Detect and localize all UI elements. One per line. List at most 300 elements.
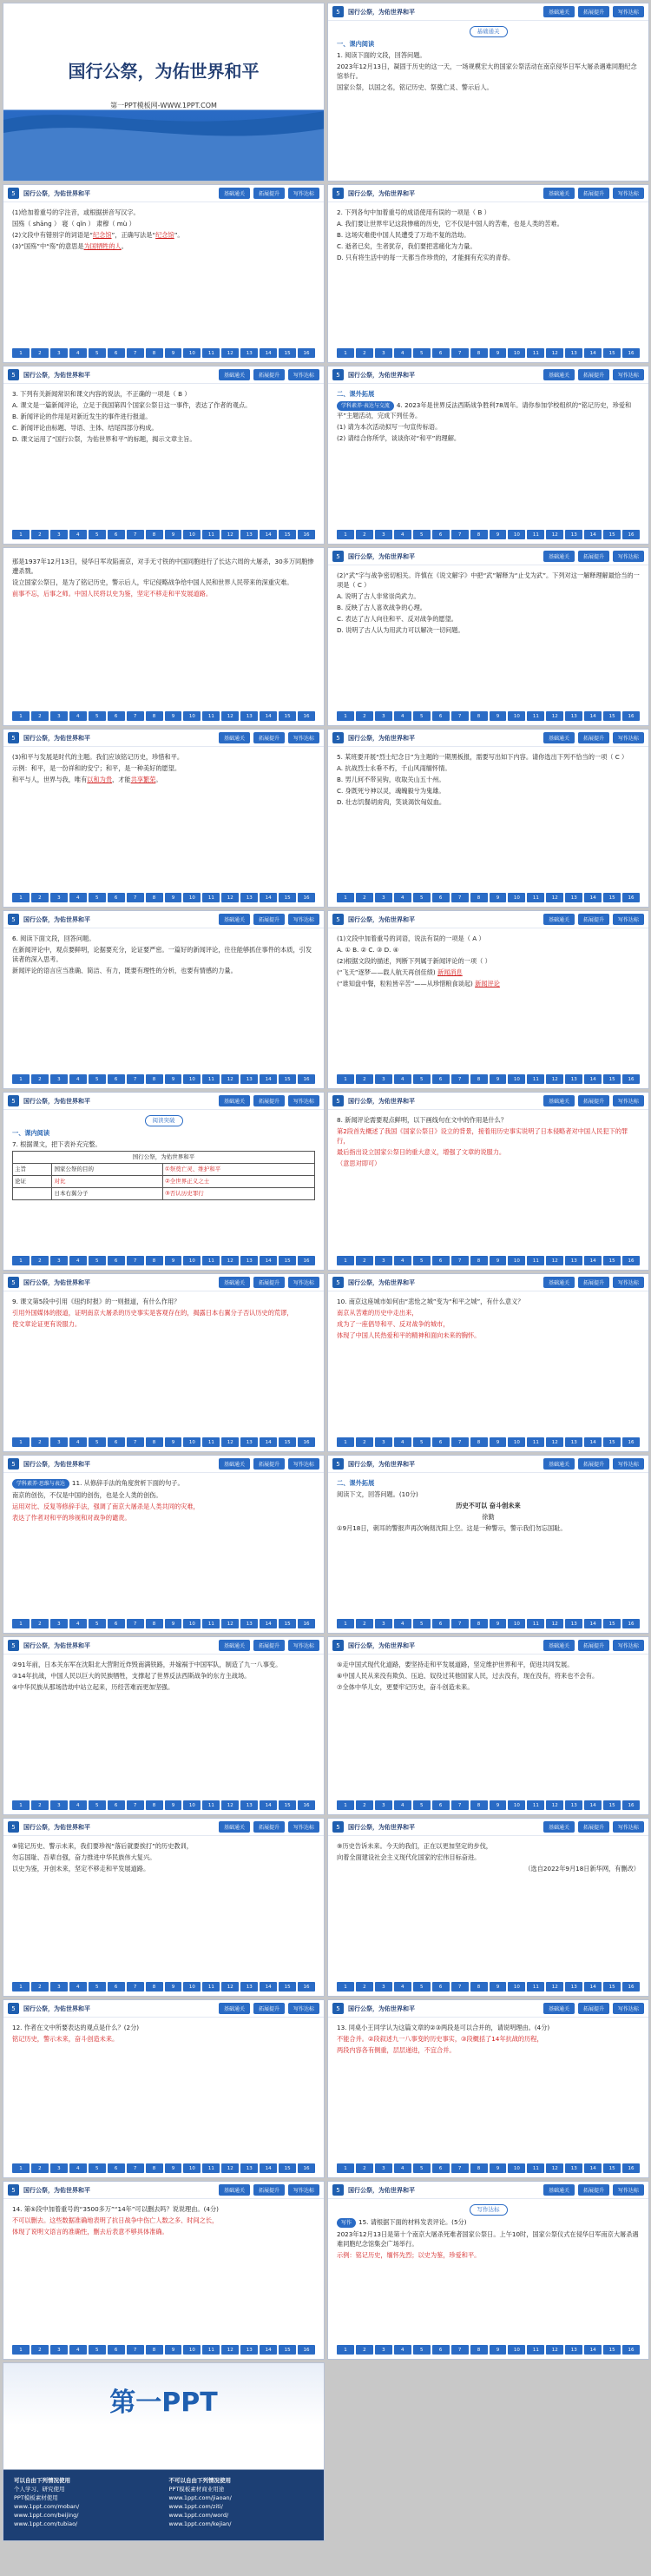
page-button[interactable]: 11 [202,2163,220,2173]
page-button[interactable]: 12 [546,1074,563,1084]
page-button[interactable]: 15 [279,1800,296,1810]
page-button[interactable]: 13 [240,1982,258,1991]
page-button[interactable]: 1 [337,1437,354,1447]
page-button[interactable]: 8 [146,1437,163,1447]
slide-14[interactable] [327,1092,649,1271]
page-button[interactable]: 6 [432,1437,450,1447]
slide-2[interactable] [327,3,649,182]
page-button[interactable]: 10 [508,2163,525,2173]
page-button[interactable]: 12 [221,530,239,539]
page-button[interactable]: 8 [470,893,488,902]
page-button[interactable]: 7 [451,1800,469,1810]
page-button[interactable]: 9 [490,1982,507,1991]
nav-button-basic[interactable]: 基础通关 [219,1277,250,1288]
page-button[interactable]: 7 [127,530,144,539]
usage-line[interactable]: www.1ppt.com/kejian/ [168,2520,232,2527]
page-button[interactable]: 7 [451,2163,469,2173]
page-button[interactable]: 15 [603,1074,621,1084]
page-button[interactable]: 9 [165,711,182,721]
page-button[interactable]: 10 [183,1800,201,1810]
page-button[interactable]: 7 [127,348,144,358]
page-button[interactable]: 3 [50,2163,68,2173]
slide-15[interactable] [3,1273,325,1452]
nav-button-writing[interactable]: 写作达标 [288,2003,319,2014]
page-button[interactable]: 16 [622,1074,640,1084]
page-button[interactable]: 16 [298,1982,315,1991]
page-button[interactable]: 14 [584,893,602,902]
nav-button-writing[interactable]: 写作达标 [613,914,644,925]
page-button[interactable]: 2 [31,1800,49,1810]
nav-button-writing[interactable]: 写作达标 [288,1458,319,1470]
page-button[interactable]: 4 [69,893,87,902]
page-button[interactable]: 11 [202,1437,220,1447]
page-button[interactable]: 12 [221,1982,239,1991]
slide-11[interactable] [3,910,325,1089]
page-button[interactable]: 14 [584,1982,602,1991]
page-button[interactable]: 13 [565,1800,582,1810]
page-button[interactable]: 6 [432,1619,450,1628]
page-button[interactable]: 13 [240,711,258,721]
page-button[interactable]: 5 [89,1256,106,1265]
page-button[interactable]: 3 [50,1982,68,1991]
slide-24[interactable] [327,1999,649,2178]
page-button[interactable]: 4 [394,2163,411,2173]
page-button[interactable]: 5 [89,348,106,358]
page-button[interactable]: 4 [69,1982,87,1991]
page-button[interactable]: 3 [50,1256,68,1265]
page-button[interactable]: 12 [221,348,239,358]
page-button[interactable]: 8 [146,893,163,902]
slide-25[interactable] [3,2181,325,2360]
page-button[interactable]: 11 [527,1437,544,1447]
page-button[interactable]: 8 [146,1256,163,1265]
page-button[interactable]: 1 [337,1619,354,1628]
page-button[interactable]: 7 [451,1437,469,1447]
page-button[interactable]: 1 [337,1256,354,1265]
page-button[interactable]: 15 [603,2163,621,2173]
page-button[interactable]: 6 [432,893,450,902]
usage-line[interactable]: www.1ppt.com/word/ [168,2512,229,2519]
page-button[interactable]: 9 [490,711,507,721]
usage-line[interactable]: www.1ppt.com/ziti/ [168,2503,223,2510]
nav-button-extend[interactable]: 拓展提升 [253,1821,285,1833]
page-button[interactable]: 16 [622,1800,640,1810]
page-button[interactable]: 4 [69,1074,87,1084]
nav-button-extend[interactable]: 拓展提升 [253,2184,285,2196]
page-button[interactable]: 9 [490,1619,507,1628]
page-button[interactable]: 4 [394,2345,411,2355]
page-button[interactable]: 6 [108,1982,125,1991]
page-button[interactable]: 11 [202,1982,220,1991]
page-button[interactable]: 14 [584,2345,602,2355]
page-button[interactable]: 16 [622,2345,640,2355]
page-button[interactable]: 9 [165,893,182,902]
nav-button-extend[interactable]: 拓展提升 [578,1277,609,1288]
page-button[interactable]: 7 [451,1982,469,1991]
page-button[interactable]: 15 [279,1437,296,1447]
page-button[interactable]: 14 [260,348,277,358]
page-button[interactable]: 1 [12,1619,30,1628]
page-button[interactable]: 6 [108,893,125,902]
slide-logo[interactable] [3,2362,325,2541]
nav-button-writing[interactable]: 写作达标 [288,188,319,199]
page-button[interactable]: 7 [451,1074,469,1084]
nav-button-basic[interactable]: 基础通关 [219,1640,250,1651]
page-button[interactable]: 10 [183,1982,201,1991]
page-button[interactable]: 5 [89,893,106,902]
page-button[interactable]: 14 [260,530,277,539]
page-button[interactable]: 8 [146,1800,163,1810]
nav-button-extend[interactable]: 拓展提升 [578,188,609,199]
page-button[interactable]: 7 [451,2345,469,2355]
page-button[interactable]: 13 [565,1982,582,1991]
nav-button-extend[interactable]: 拓展提升 [253,1095,285,1106]
page-button[interactable]: 12 [546,1437,563,1447]
page-button[interactable]: 11 [527,1619,544,1628]
page-button[interactable]: 11 [527,1982,544,1991]
slide-10[interactable] [327,729,649,908]
page-button[interactable]: 3 [50,893,68,902]
page-button[interactable]: 2 [31,1982,49,1991]
page-button[interactable]: 11 [527,348,544,358]
page-button[interactable]: 16 [298,1619,315,1628]
page-button[interactable]: 13 [240,2345,258,2355]
slide-16[interactable] [327,1273,649,1452]
page-button[interactable]: 9 [165,2163,182,2173]
page-button[interactable]: 14 [584,530,602,539]
page-button[interactable]: 13 [565,348,582,358]
page-button[interactable]: 2 [31,2163,49,2173]
slide-12[interactable] [327,910,649,1089]
page-button[interactable]: 6 [108,1074,125,1084]
nav-button-writing[interactable]: 写作达标 [288,732,319,743]
page-button[interactable]: 4 [394,530,411,539]
nav-button-basic[interactable]: 基础通关 [543,1640,575,1651]
page-button[interactable]: 14 [260,711,277,721]
page-button[interactable]: 7 [127,1437,144,1447]
page-button[interactable]: 6 [432,530,450,539]
page-button[interactable]: 16 [622,893,640,902]
page-button[interactable]: 13 [240,1437,258,1447]
page-button[interactable]: 1 [337,1982,354,1991]
page-button[interactable]: 3 [375,1982,392,1991]
page-button[interactable]: 2 [356,1800,373,1810]
page-button[interactable]: 14 [584,1074,602,1084]
page-button[interactable]: 1 [12,1256,30,1265]
page-button[interactable]: 4 [69,1800,87,1810]
page-button[interactable]: 5 [413,1982,431,1991]
page-button[interactable]: 2 [356,1437,373,1447]
nav-button-basic[interactable]: 基础通关 [543,732,575,743]
page-button[interactable]: 8 [146,1074,163,1084]
page-button[interactable]: 8 [470,1800,488,1810]
page-button[interactable]: 5 [89,2345,106,2355]
page-button[interactable]: 4 [394,1437,411,1447]
page-button[interactable]: 13 [240,1619,258,1628]
nav-button-writing[interactable]: 写作达标 [613,6,644,17]
page-button[interactable]: 9 [165,1437,182,1447]
nav-button-extend[interactable]: 拓展提升 [253,1458,285,1470]
page-button[interactable]: 12 [221,711,239,721]
page-button[interactable]: 3 [375,348,392,358]
page-button[interactable]: 12 [546,1619,563,1628]
page-button[interactable]: 6 [432,348,450,358]
page-button[interactable]: 7 [127,1619,144,1628]
page-button[interactable]: 14 [584,348,602,358]
page-button[interactable]: 4 [69,348,87,358]
page-button[interactable]: 3 [50,1074,68,1084]
page-button[interactable]: 3 [50,348,68,358]
page-button[interactable]: 11 [527,711,544,721]
page-button[interactable]: 3 [375,1437,392,1447]
nav-button-basic[interactable]: 基础通关 [543,2003,575,2014]
page-button[interactable]: 14 [260,2163,277,2173]
nav-button-writing[interactable]: 写作达标 [613,1821,644,1833]
page-button[interactable]: 12 [546,530,563,539]
page-button[interactable]: 10 [183,893,201,902]
slide-9[interactable] [3,729,325,908]
nav-button-basic[interactable]: 基础通关 [543,2184,575,2196]
page-button[interactable]: 1 [337,530,354,539]
page-button[interactable]: 6 [432,1074,450,1084]
page-button[interactable]: 3 [375,711,392,721]
page-button[interactable]: 10 [508,2345,525,2355]
nav-button-basic[interactable]: 基础通关 [219,1458,250,1470]
page-button[interactable]: 10 [183,2345,201,2355]
page-button[interactable]: 10 [508,1437,525,1447]
page-button[interactable]: 15 [279,348,296,358]
nav-button-basic[interactable]: 基础通关 [219,1821,250,1833]
page-button[interactable]: 16 [622,1256,640,1265]
page-button[interactable]: 11 [527,2345,544,2355]
page-button[interactable]: 12 [546,2345,563,2355]
page-button[interactable]: 11 [202,1619,220,1628]
page-button[interactable]: 15 [603,1256,621,1265]
nav-button-extend[interactable]: 拓展提升 [578,6,609,17]
nav-button-writing[interactable]: 写作达标 [613,1277,644,1288]
page-button[interactable]: 11 [527,893,544,902]
page-button[interactable]: 10 [508,1982,525,1991]
nav-button-basic[interactable]: 基础通关 [543,914,575,925]
nav-button-extend[interactable]: 拓展提升 [578,1095,609,1106]
page-button[interactable]: 13 [565,2345,582,2355]
page-button[interactable]: 6 [108,1800,125,1810]
page-button[interactable]: 5 [89,1800,106,1810]
page-button[interactable]: 2 [31,2345,49,2355]
page-button[interactable]: 8 [470,530,488,539]
page-button[interactable]: 6 [432,2163,450,2173]
slide-6[interactable] [327,366,649,545]
page-button[interactable]: 14 [584,1437,602,1447]
page-button[interactable]: 5 [413,893,431,902]
page-button[interactable]: 12 [221,2345,239,2355]
nav-button-extend[interactable]: 拓展提升 [578,1640,609,1651]
page-button[interactable]: 9 [165,1800,182,1810]
nav-button-writing[interactable]: 写作达标 [288,1640,319,1651]
page-button[interactable]: 4 [394,348,411,358]
page-button[interactable]: 15 [603,530,621,539]
page-button[interactable]: 12 [546,1256,563,1265]
nav-button-basic[interactable]: 基础通关 [543,369,575,380]
page-button[interactable]: 8 [146,2345,163,2355]
page-button[interactable]: 12 [546,348,563,358]
page-button[interactable]: 4 [69,530,87,539]
page-button[interactable]: 3 [50,1800,68,1810]
page-button[interactable]: 11 [527,1074,544,1084]
nav-button-extend[interactable]: 拓展提升 [253,914,285,925]
page-button[interactable]: 2 [356,2163,373,2173]
page-button[interactable]: 3 [50,1437,68,1447]
page-button[interactable]: 2 [31,1256,49,1265]
page-button[interactable]: 13 [565,893,582,902]
page-button[interactable]: 12 [221,1256,239,1265]
page-button[interactable]: 14 [260,2345,277,2355]
page-button[interactable]: 8 [470,2163,488,2173]
page-button[interactable]: 8 [470,1256,488,1265]
page-button[interactable]: 3 [375,2163,392,2173]
page-button[interactable]: 1 [12,1074,30,1084]
nav-button-extend[interactable]: 拓展提升 [253,369,285,380]
page-button[interactable]: 11 [202,348,220,358]
page-button[interactable]: 11 [527,1800,544,1810]
page-button[interactable]: 7 [451,348,469,358]
page-button[interactable]: 1 [337,711,354,721]
page-button[interactable]: 10 [183,530,201,539]
page-button[interactable]: 12 [221,1619,239,1628]
page-button[interactable]: 15 [603,1619,621,1628]
page-button[interactable]: 16 [298,348,315,358]
page-button[interactable]: 7 [127,1256,144,1265]
page-button[interactable]: 13 [565,711,582,721]
nav-button-writing[interactable]: 写作达标 [613,1640,644,1651]
page-button[interactable]: 1 [12,1437,30,1447]
usage-line[interactable]: www.1ppt.com/moban/ [14,2503,80,2510]
page-button[interactable]: 11 [527,1256,544,1265]
page-button[interactable]: 2 [356,2345,373,2355]
page-button[interactable]: 7 [127,2163,144,2173]
page-button[interactable]: 16 [622,348,640,358]
page-button[interactable]: 3 [50,530,68,539]
page-button[interactable]: 11 [202,711,220,721]
page-button[interactable]: 12 [546,2163,563,2173]
page-button[interactable]: 14 [260,1437,277,1447]
page-button[interactable]: 13 [240,348,258,358]
nav-button-writing[interactable]: 写作达标 [288,2184,319,2196]
page-button[interactable]: 3 [375,1619,392,1628]
page-button[interactable]: 6 [432,711,450,721]
page-button[interactable]: 9 [165,530,182,539]
page-button[interactable]: 4 [394,711,411,721]
page-button[interactable]: 8 [470,2345,488,2355]
page-button[interactable]: 6 [108,2163,125,2173]
page-button[interactable]: 12 [221,1074,239,1084]
page-button[interactable]: 9 [490,1437,507,1447]
nav-button-extend[interactable]: 拓展提升 [253,1640,285,1651]
page-button[interactable]: 3 [375,1256,392,1265]
page-button[interactable]: 16 [622,1437,640,1447]
page-button[interactable]: 4 [69,2345,87,2355]
slide-cover[interactable] [3,3,325,182]
page-button[interactable]: 3 [50,711,68,721]
page-button[interactable]: 13 [565,1256,582,1265]
nav-button-writing[interactable]: 写作达标 [613,2184,644,2196]
nav-button-writing[interactable]: 写作达标 [288,1095,319,1106]
slide-5[interactable] [3,366,325,545]
page-button[interactable]: 1 [12,1800,30,1810]
page-button[interactable]: 15 [603,1982,621,1991]
page-button[interactable]: 3 [375,1074,392,1084]
page-button[interactable]: 2 [31,1437,49,1447]
page-button[interactable]: 5 [413,348,431,358]
page-button[interactable]: 14 [584,1800,602,1810]
page-button[interactable]: 14 [584,711,602,721]
page-button[interactable]: 8 [470,711,488,721]
page-button[interactable]: 2 [31,1619,49,1628]
nav-button-extend[interactable]: 拓展提升 [578,914,609,925]
page-button[interactable]: 8 [470,1074,488,1084]
page-button[interactable]: 11 [202,530,220,539]
page-button[interactable]: 9 [490,893,507,902]
page-button[interactable]: 15 [279,1256,296,1265]
page-button[interactable]: 15 [603,711,621,721]
page-button[interactable]: 9 [490,1256,507,1265]
page-button[interactable]: 1 [337,1800,354,1810]
page-button[interactable]: 7 [451,1619,469,1628]
page-button[interactable]: 11 [202,1256,220,1265]
page-button[interactable]: 9 [490,1074,507,1084]
page-button[interactable]: 5 [89,1982,106,1991]
page-button[interactable]: 16 [298,893,315,902]
page-button[interactable]: 10 [508,1800,525,1810]
nav-button-basic[interactable]: 基础通关 [219,369,250,380]
page-button[interactable]: 14 [584,1619,602,1628]
page-button[interactable]: 14 [260,893,277,902]
page-button[interactable]: 4 [394,1800,411,1810]
page-button[interactable]: 2 [31,1074,49,1084]
page-button[interactable]: 16 [622,530,640,539]
page-button[interactable]: 12 [221,2163,239,2173]
page-button[interactable]: 4 [69,1437,87,1447]
page-button[interactable]: 13 [240,893,258,902]
page-button[interactable]: 15 [603,893,621,902]
nav-button-basic[interactable]: 基础通关 [219,2184,250,2196]
page-button[interactable]: 10 [508,1256,525,1265]
slide-26[interactable] [327,2181,649,2360]
nav-button-basic[interactable]: 基础通关 [219,2003,250,2014]
page-button[interactable]: 2 [356,893,373,902]
page-button[interactable]: 1 [337,348,354,358]
page-button[interactable]: 12 [546,893,563,902]
nav-button-basic[interactable]: 基础通关 [543,188,575,199]
page-button[interactable]: 12 [221,1800,239,1810]
nav-button-writing[interactable]: 写作达标 [613,1458,644,1470]
page-button[interactable]: 10 [508,530,525,539]
page-button[interactable]: 13 [240,1800,258,1810]
page-button[interactable]: 16 [298,1437,315,1447]
page-button[interactable]: 2 [356,348,373,358]
page-button[interactable]: 16 [298,711,315,721]
page-button[interactable]: 5 [413,1256,431,1265]
page-button[interactable]: 12 [546,1982,563,1991]
page-button[interactable]: 15 [603,1800,621,1810]
nav-button-extend[interactable]: 拓展提升 [578,551,609,562]
nav-button-writing[interactable]: 写作达标 [613,188,644,199]
page-button[interactable]: 7 [127,893,144,902]
nav-button-basic[interactable]: 基础通关 [543,1458,575,1470]
page-button[interactable]: 15 [603,348,621,358]
page-button[interactable]: 16 [298,1256,315,1265]
nav-button-writing[interactable]: 写作达标 [288,1821,319,1833]
